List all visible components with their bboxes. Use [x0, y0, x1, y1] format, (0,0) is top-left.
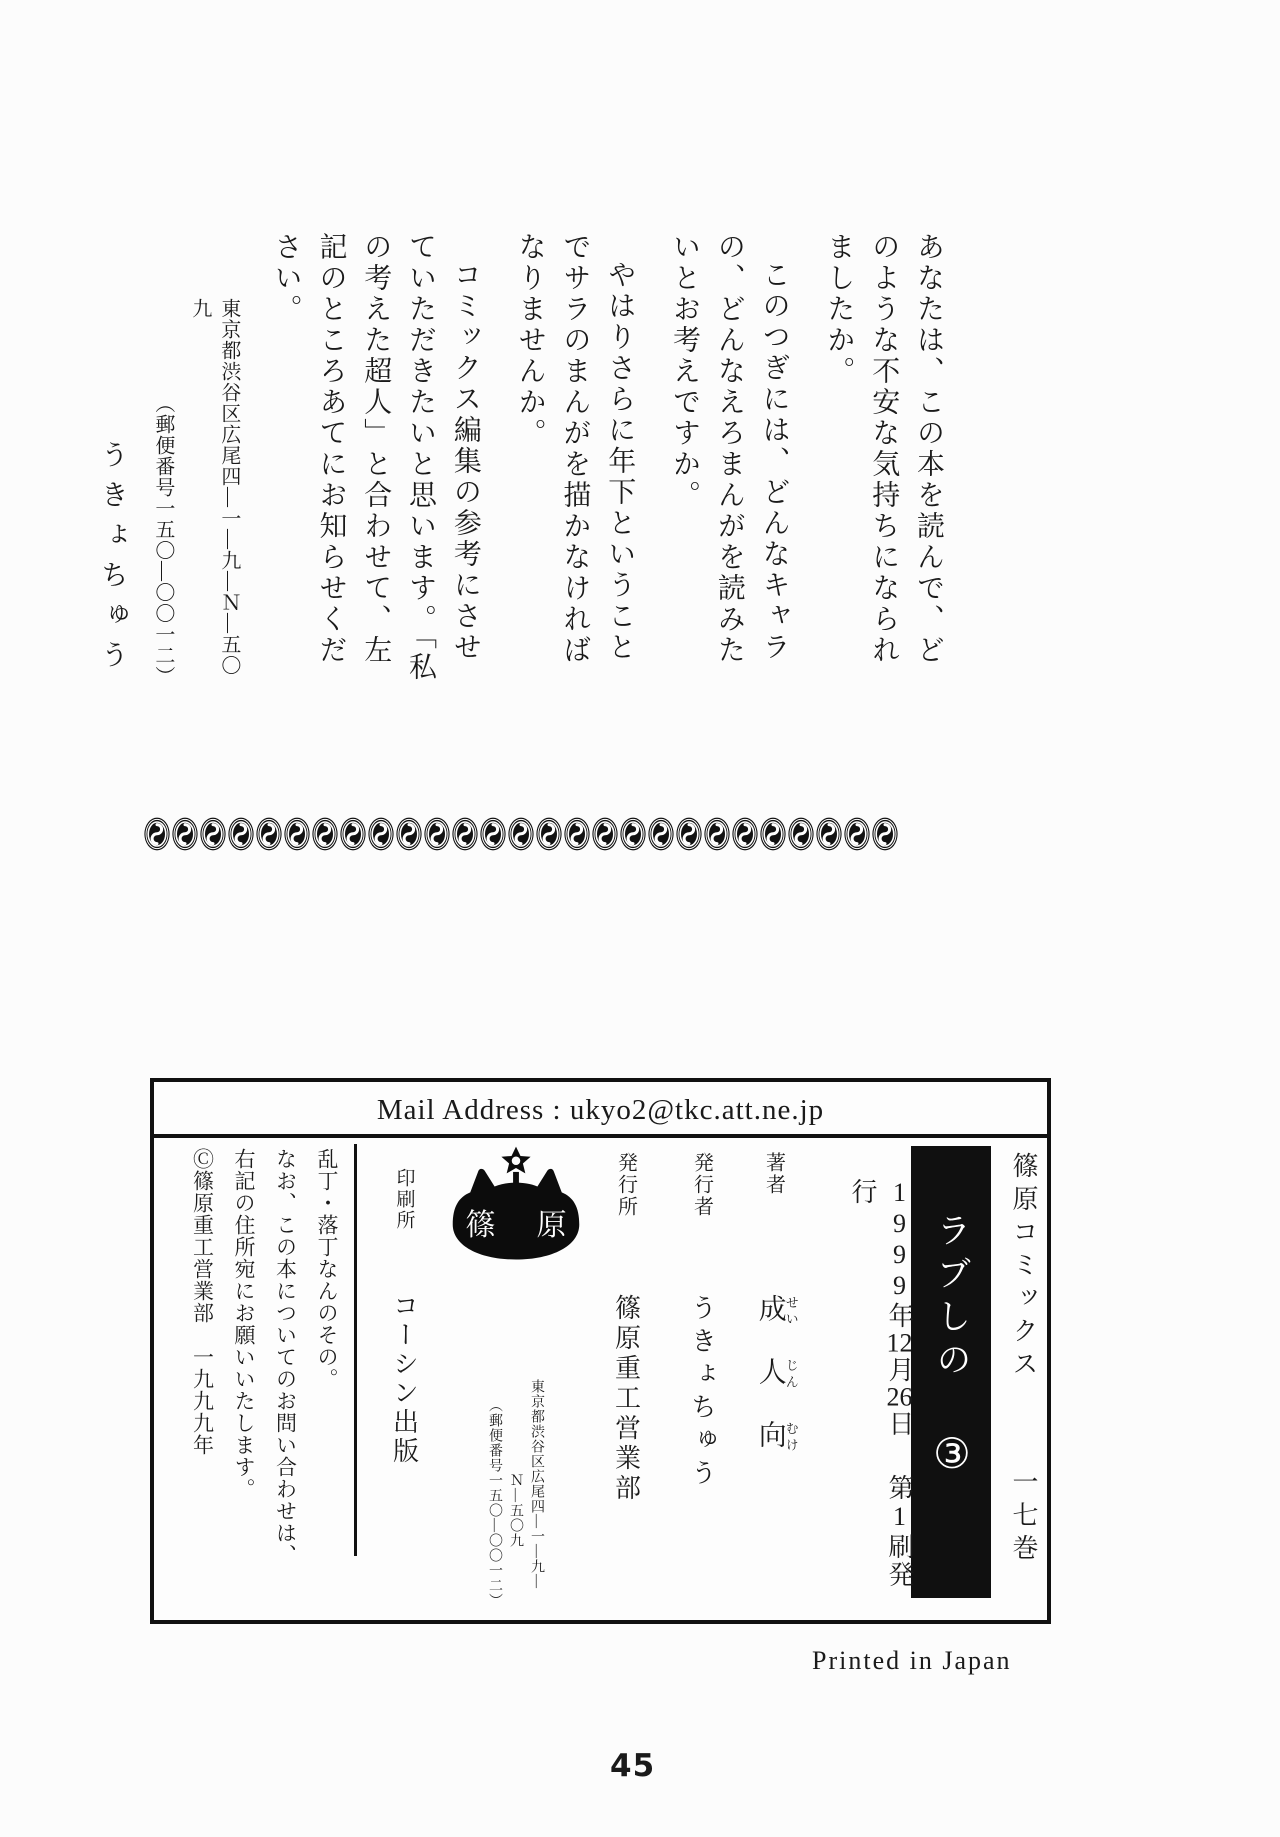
- vertical-divider-rule: [354, 1144, 357, 1556]
- author-entry: [754, 1138, 799, 1616]
- mail-address-header: Mail Address : ukyo2@tkc.att.ne.jp: [154, 1082, 1047, 1138]
- tomoe-swirl-icon: [311, 816, 339, 852]
- title-banner: [911, 1146, 991, 1598]
- printer-name: コーシン出版: [389, 1292, 419, 1466]
- book-title-number: ③: [927, 1429, 974, 1478]
- tomoe-swirl-icon: [647, 816, 675, 852]
- office-address-line: 東京都渋谷区広尾四―一―九―: [529, 1379, 544, 1589]
- author-name-char: 向: [754, 1420, 786, 1453]
- publisher-person-entry: [682, 1138, 722, 1616]
- shinohara-cat-logo: [443, 1144, 589, 1268]
- book-title: ラブしの: [932, 1212, 971, 1384]
- publisher-office-address: [484, 1379, 547, 1609]
- tomoe-swirl-icon: [367, 816, 395, 852]
- intro-paragraph: コミックス編集の参考にさせていただきたいと思います。「私の考えた超人」と合わせて、左記のところあてにお知らせください。: [270, 232, 481, 683]
- tomoe-swirl-icon: [591, 816, 619, 852]
- edition-pre: 第: [885, 1474, 914, 1502]
- tomoe-swirl-icon: [507, 816, 535, 852]
- pub-day: 26: [886, 1384, 913, 1410]
- tomoe-divider: [143, 816, 918, 852]
- tomoe-swirl-icon: [731, 816, 759, 852]
- publisher-office-entry: [606, 1138, 646, 1616]
- tomoe-swirl-icon: [619, 816, 647, 852]
- colophon-notes: [170, 1148, 342, 1610]
- tomoe-swirl-icon: [283, 816, 311, 852]
- publisher-person-label: 発行者: [690, 1152, 713, 1218]
- pub-month-suffix: 月: [885, 1356, 914, 1384]
- tomoe-swirl-icon: [843, 816, 871, 852]
- tomoe-swirl-icon: [871, 816, 899, 852]
- reader-questionnaire-text: [79, 232, 950, 687]
- tomoe-swirl-icon: [479, 816, 507, 852]
- note-line: 右記の住所宛にお願いいたします。: [232, 1148, 256, 1500]
- tomoe-swirl-icon: [395, 816, 423, 852]
- tomoe-swirl-icon: [759, 816, 787, 852]
- tomoe-swirl-icon: [563, 816, 591, 852]
- contact-address: 東京都渋谷区広尾四―一―九―Ｎ―五〇九: [188, 298, 240, 676]
- tomoe-swirl-icon: [171, 816, 199, 852]
- colophon-body: [154, 1138, 1047, 1616]
- pub-year: 1999: [885, 1178, 914, 1302]
- author-name-furigana: じん: [783, 1357, 799, 1390]
- cat-logo-text: 篠原: [465, 1208, 567, 1243]
- pub-day-suffix: 日: [885, 1410, 914, 1438]
- tomoe-swirl-icon: [703, 816, 731, 852]
- printer-entry: [384, 1138, 424, 1616]
- copyright-line: Ⓒ篠原重工営業部 一九九九年: [190, 1148, 215, 1456]
- tomoe-swirl-icon: [143, 816, 171, 852]
- pub-month: 12: [886, 1330, 913, 1356]
- edition-number: 1: [885, 1502, 914, 1533]
- circle-author-name: うきょちゅう: [96, 440, 128, 680]
- tomoe-swirl-icon: [787, 816, 815, 852]
- note-line: 乱丁・落丁なんのその。: [315, 1148, 339, 1390]
- publisher-person-name: うきょちゅう: [687, 1294, 717, 1492]
- tomoe-swirl-icon: [227, 816, 255, 852]
- tomoe-swirl-icon: [199, 816, 227, 852]
- tomoe-swirl-icon: [451, 816, 479, 852]
- publisher-office-name: 篠原重工営業部: [611, 1294, 641, 1504]
- office-address-line: （郵便番号一五〇―〇〇一二）: [487, 1398, 502, 1608]
- tomoe-swirl-icon: [255, 816, 283, 852]
- tomoe-swirl-icon: [815, 816, 843, 852]
- author-name-furigana: むけ: [783, 1420, 799, 1453]
- volume-label: 一七巻: [1009, 1468, 1038, 1567]
- colophon-box: [150, 1078, 1051, 1624]
- publication-date: [844, 1178, 918, 1616]
- intro-paragraph: やはりさらに年下ということでサラのまんがを描かなければなりませんか。: [514, 232, 636, 666]
- tomoe-swirl-icon: [423, 816, 451, 852]
- series-label: 篠原コミックス: [1009, 1152, 1038, 1383]
- intro-paragraph: このつぎには、どんなキャラの、どんなえろまんがを読みたいとお考えですか。: [669, 232, 790, 666]
- tomoe-swirl-icon: [535, 816, 563, 852]
- printed-in-japan-label: Printed in Japan: [812, 1646, 1012, 1675]
- tomoe-swirl-icon: [339, 816, 367, 852]
- note-line: なお、この本についてのお問い合わせは、: [273, 1148, 298, 1566]
- author-name: [750, 1294, 799, 1483]
- pub-year-suffix: 年: [885, 1302, 914, 1330]
- author-name-char: 成: [754, 1294, 786, 1327]
- author-name-char: 人: [754, 1357, 786, 1390]
- publisher-office-label: 発行所: [614, 1152, 637, 1218]
- tomoe-swirl-icon: [675, 816, 703, 852]
- page-number: 45: [610, 1748, 656, 1784]
- intro-paragraph: あなたは、この本を読んで、どのような不安な気持ちになられましたか。: [823, 232, 944, 666]
- printer-label: 印刷所: [393, 1168, 415, 1231]
- office-address-line: Ｎ―五〇九: [508, 1473, 523, 1548]
- edition-post: 刷発行: [848, 1178, 914, 1589]
- author-name-furigana: せい: [783, 1294, 799, 1327]
- author-label: 著者: [762, 1152, 785, 1196]
- contact-postal-code: （郵便番号一五〇―〇〇一二）: [151, 393, 174, 687]
